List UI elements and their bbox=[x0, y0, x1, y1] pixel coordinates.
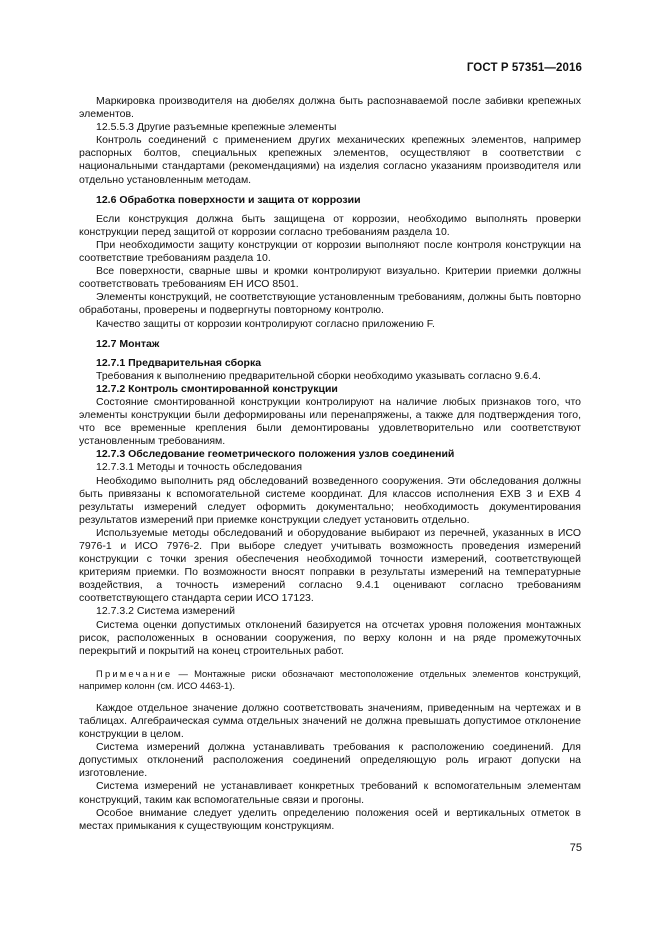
page-number: 75 bbox=[569, 842, 582, 854]
section-heading: 12.7 Монтаж bbox=[96, 337, 160, 350]
paragraph: Система измерений не устанавливает конкретных требований к вспомогательным элементам конструкций, таким как вспомогательные связи и прогоны. bbox=[79, 780, 581, 806]
note-text: — Монтажные риски обозначают местоположение отдельных элементов конструкций, например колонн (см. ИСО 4463-1). bbox=[79, 667, 581, 691]
section-heading: 12.6 Обработка поверхности и защита от коррозии bbox=[96, 193, 361, 206]
paragraph: Состояние смонтированной конструкции контролируют на наличие любых признаков того, что элементы конструкции были деформированы или перенапряжены, а также для подтверждения того, что все временные крепления были демонтированы удовлетворительно или соответствуют установленным требованиям. bbox=[79, 395, 581, 448]
paragraph: Маркировка производителя на дюбелях должна быть распознаваемой после забивки крепежных элементов. bbox=[79, 95, 581, 121]
document-code-header: ГОСТ Р 57351—2016 bbox=[466, 62, 582, 74]
note-label: Примечание bbox=[96, 667, 173, 679]
subsection-heading: 12.7.3.1 Методы и точность обследования bbox=[96, 461, 303, 474]
subsection-heading: 12.7.1 Предварительная сборка bbox=[96, 356, 262, 369]
paragraph: При необходимости защиту конструкции от коррозии выполняют после контроля конструкции на соответствие требованиям раздела 10. bbox=[79, 238, 581, 265]
subsection-heading: 12.5.5.3 Другие разъемные крепежные элементы bbox=[96, 121, 337, 134]
paragraph: Необходимо выполнить ряд обследований возведенного сооружения. Эти обследования должны быть привязаны к вспомогательной системе координат. Для классов исполнения EXB 3 и EXB 4 результаты измерений следует оформить документально; необходимость документирования результатов измерений при приемке конструкции следует установить отдельно. bbox=[79, 474, 581, 526]
paragraph: Качество защиты от коррозии контролируют согласно приложению F. bbox=[96, 317, 435, 330]
paragraph: Используемые методы обследований и оборудование выбирают из перечней, указанных в ИСО 7976-1 и ИСО 7976-2. При выборе следует учитывать возможность проведения измерений конструкции с точки зрения обеспечения необходимой точности измерений, соответствующей критериям приемки. По возможности вносят поправки в результаты измерений на температурные воздействия, а точность измерений согласно 9.4.1 оценивают согласно требованиям соответствующего стандарта серии ИСО 17123. bbox=[79, 526, 581, 605]
subsection-heading: 12.7.2 Контроль смонтированной конструкции bbox=[96, 382, 338, 395]
paragraph: Каждое отдельное значение должно соответствовать значениям, приведенным на чертежах и в таблицах. Алгебраическая сумма отдельных значений не должна превышать допустимое отклонение конструкции в целом. bbox=[79, 701, 581, 741]
paragraph: Требования к выполнению предварительной сборки необходимо указывать согласно 9.6.4. bbox=[96, 369, 541, 382]
paragraph: Особое внимание следует уделить определению положения осей и вертикальных отметок в местах примыкания к существующим конструкциям. bbox=[79, 806, 581, 832]
paragraph: Элементы конструкций, не соответствующие установленным требованиям, должны быть повторно обработаны, проверены и подвергнуты повторному контролю. bbox=[79, 291, 581, 317]
paragraph: Все поверхности, сварные швы и кромки контролируют визуально. Критерии приемки должны соответствовать требованиям ЕН ИСО 8501. bbox=[79, 265, 581, 291]
subsection-heading: 12.7.3.2 Система измерений bbox=[96, 605, 236, 618]
note bbox=[79, 668, 581, 692]
page-body bbox=[79, 95, 581, 833]
subsection-heading: 12.7.3 Обследование геометрического положения узлов соединений bbox=[96, 448, 455, 461]
paragraph: Система измерений должна устанавливать требования к расположению соединений. Для допустимых отклонений расположения соединений определяющую роль играют допуски на изготовление. bbox=[79, 741, 581, 780]
paragraph: Система оценки допустимых отклонений базируется на отсчетах уровня положения монтажных рисок, расположенных в основании сооружения, по верху колонн и на ряде промежуточных перекрытий и покрытий на конец строительных работ. bbox=[79, 618, 581, 657]
paragraph: Если конструкция должна быть защищена от коррозии, необходимо выполнять проверки конструкции перед защитой от коррозии согласно требованиям раздела 10. bbox=[79, 212, 581, 238]
paragraph: Контроль соединений с применением других механических крепежных элементов, например распорных болтов, специальных крепежных элементов, осуществляют в соответствии с национальными стандартами (рекомендациями) на изделия согласно указаниям производителя или отдельно установленным методам. bbox=[79, 134, 581, 186]
